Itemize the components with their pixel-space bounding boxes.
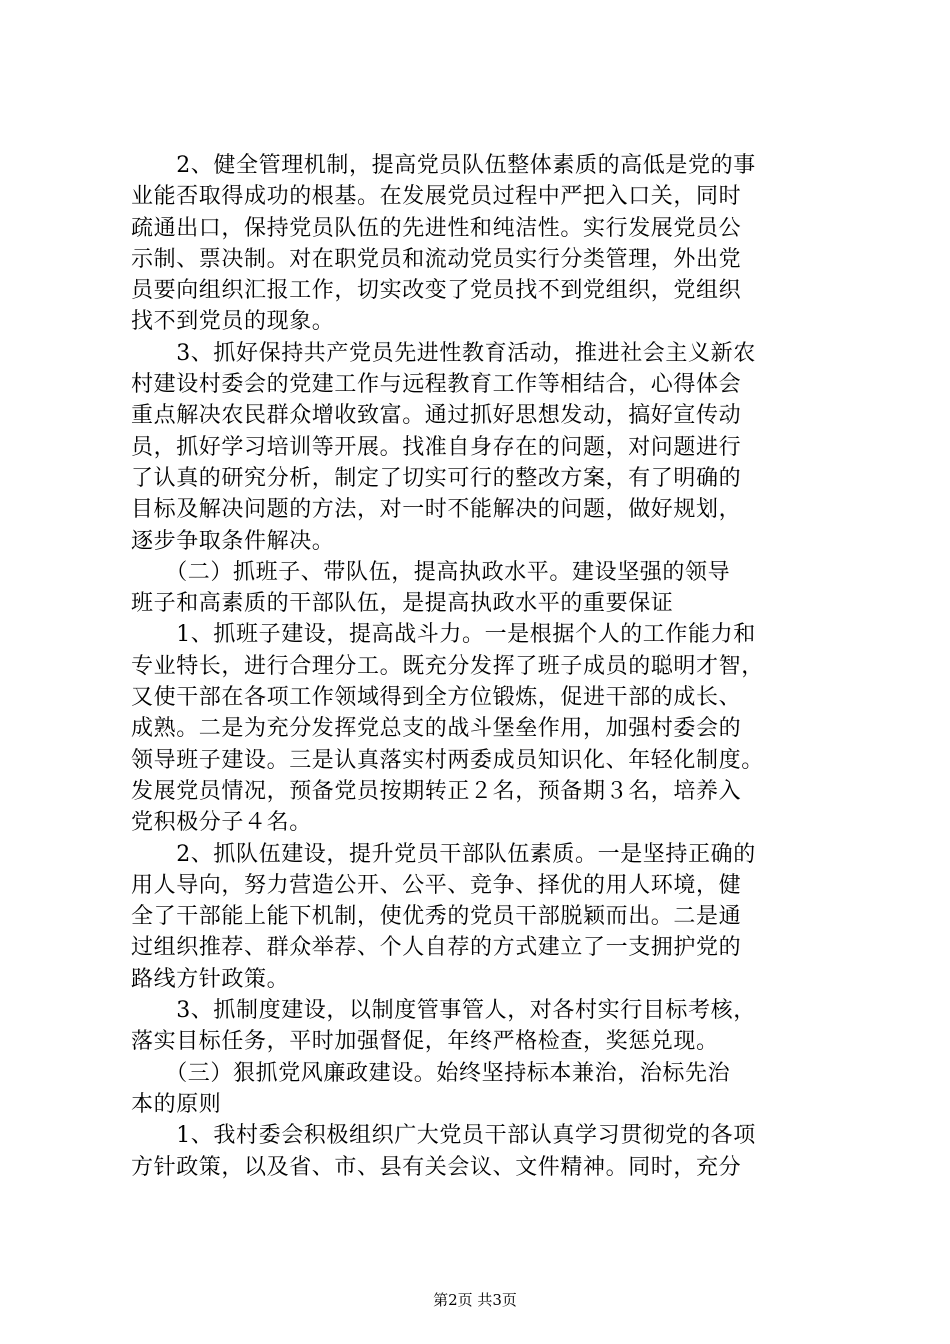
text-line: 找不到党员的现象。 xyxy=(131,309,335,335)
text-line: 本的原则 xyxy=(131,1091,222,1117)
text-line: 疏通出口，保持党员队伍的先进性和纯洁性。实行发展党员公 xyxy=(131,215,742,241)
text-line: 了认真的研究分析，制定了切实可行的整改方案，有了明确的 xyxy=(131,465,742,491)
text-line: 班子和高素质的干部队伍，是提高执政水平的重要保证 xyxy=(131,591,674,617)
text-line: 目标及解决问题的方法，对一时不能解决的问题，做好规划， xyxy=(131,497,742,523)
text-line: 领导班子建设。三是认真落实村两委成员知识化、年轻化制度。 xyxy=(131,747,764,773)
text-line: 3、抓制度建设，以制度管事管人，对各村实行目标考核， xyxy=(131,998,756,1024)
text-line: 重点解决农民群众增收致富。通过抓好思想发动，搞好宣传动 xyxy=(131,403,742,429)
text-line: 全了干部能上能下机制，使优秀的党员干部脱颖而出。二是通 xyxy=(131,904,742,930)
text-line: 1、抓班子建设，提高战斗力。一是根据个人的工作能力和 xyxy=(131,622,756,648)
text-line: 过组织推荐、群众举荐、个人自荐的方式建立了一支拥护党的 xyxy=(131,935,742,961)
text-line: 员，抓好学习培训等开展。找准自身存在的问题，对问题进行 xyxy=(131,434,742,460)
text-line: 又使干部在各项工作领域得到全方位锻炼，促进干部的成长、 xyxy=(131,685,742,711)
text-line: 落实目标任务，平时加强督促，年终严格检查，奖惩兑现。 xyxy=(131,1029,719,1055)
text-line: （三）狠抓党风廉政建设。始终坚持标本兼治，治标先治 xyxy=(131,1060,731,1086)
page-footer xyxy=(0,1290,950,1310)
text-line: 成熟。二是为充分发挥党总支的战斗堡垒作用，加强村委会的 xyxy=(131,716,742,742)
text-line: 逐步争取条件解决。 xyxy=(131,528,335,554)
text-line: 2、健全管理机制，提高党员队伍整体素质的高低是党的事 xyxy=(131,153,756,178)
text-line: 2、抓队伍建设，提升党员干部队伍素质。一是坚持正确的 xyxy=(131,841,756,867)
text-line: 员要向组织汇报工作，切实改变了党员找不到党组织，党组织 xyxy=(131,278,742,304)
text-line: 专业特长，进行合理分工。既充分发挥了班子成员的聪明才智， xyxy=(131,653,764,679)
text-line: 方针政策，以及省、市、县有关会议、文件精神。同时，充分 xyxy=(131,1154,742,1180)
text-line: 1、我村委会积极组织广大党员干部认真学习贯彻党的各项 xyxy=(131,1123,756,1149)
text-line: 示制、票决制。对在职党员和流动党员实行分类管理，外出党 xyxy=(131,246,742,272)
text-line: 路线方针政策。 xyxy=(131,966,290,992)
text-line: 党积极分子４名。 xyxy=(131,810,312,836)
page-number-label: 第2页 共3页 xyxy=(433,1291,517,1309)
text-line: 发展党员情况，预备党员按期转正２名，预备期３名，培养入 xyxy=(131,778,742,804)
text-line: 业能否取得成功的根基。在发展党员过程中严把入口关，同时 xyxy=(131,184,742,210)
text-line: 村建设村委会的党建工作与远程教育工作等相结合，心得体会 xyxy=(131,372,742,398)
text-line: 3、抓好保持共产党员先进性教育活动，推进社会主义新农 xyxy=(131,340,756,366)
text-line: 用人导向，努力营造公开、公平、竞争、择优的用人环境，健 xyxy=(131,872,742,898)
text-line: （二）抓班子、带队伍，提高执政水平。建设坚强的领导 xyxy=(131,559,731,585)
body-text xyxy=(131,150,831,1183)
